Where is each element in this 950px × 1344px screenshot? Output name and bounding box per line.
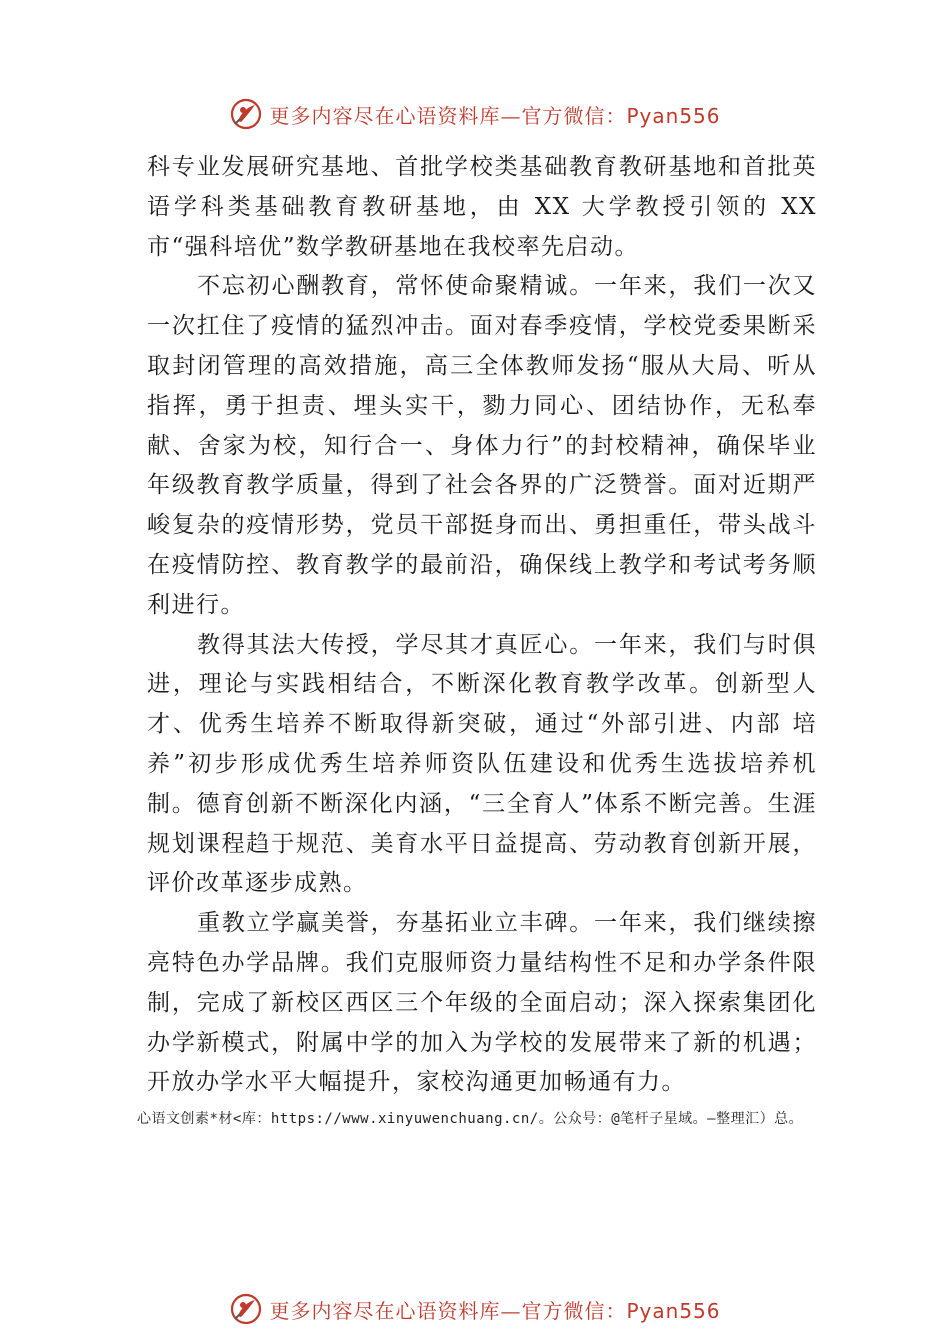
footer-brand-text: 更多内容尽在心语资料库 <box>269 1298 501 1323</box>
paragraph-4: 重教立学赢美誉，夯基拓业立丰碑。一年来，我们继续擦亮特色办学品牌。我们克服师资力量结构性不足和办学条件限制，完成了新校区西区三个年级的全面启动；深入探索集团化办学新模式，附属中学的加入为学校的发展带来了新的机遇；开放办学水平大幅提升，家校沟通更加畅通有力。 <box>147 910 817 1096</box>
paragraph-1: 科专业发展研究基地、首批学校类基础教育教研基地和首批英语学科类基础教育教研基地，由 XX 大学教授引领的 XX 市“强科培优”数学教研基地在我校率先启动。 <box>147 154 817 260</box>
page-footer <box>0 1289 950 1329</box>
header-separator: — <box>500 103 522 128</box>
header-brand <box>269 100 720 129</box>
header-brand-text: 更多内容尽在心语资料库 <box>269 103 501 128</box>
footer-wechat-label: 官方微信： <box>521 1298 627 1323</box>
footer-wechat-id: Pyan556 <box>626 1298 721 1323</box>
source-note: 心语文创素*材<库：https://www.xinyuwenchuang.cn/。公众号：@笔杆子星域。—整理汇）总。 <box>137 1111 804 1127</box>
document-body <box>147 148 817 1103</box>
header-wechat-label: 官方微信： <box>521 103 627 128</box>
paragraph-2: 不忘初心酬教育，常怀使命聚精诚。一年来，我们一次又一次扛住了疫情的猛烈冲击。面对春季疫情，学校党委果断采取封闭管理的高效措施，高三全体教师发扬“服从大局、听从指挥，勇于担责、埋头实干，勠力同心、团结协作，无私奉献、舍家为校，知行合一、身体力行”的封校精神，确保毕业年级教育教学质量，得到了社会各界的广泛赞誉。面对近期严峻复杂的疫情形势，党员干部挺身而出、勇担重任，带头战斗在疫情防控、教育教学的最前沿，确保线上教学和考试考务顺利进行。 <box>147 273 817 618</box>
brush-flower-logo-icon <box>229 1292 263 1326</box>
brush-flower-logo-icon <box>229 97 263 131</box>
footer-brand <box>269 1295 720 1324</box>
paragraph-3: 教得其法大传授，学尽其才真匠心。一年来，我们与时俱进，理论与实践相结合，不断深化教育教学改革。创新型人才、优秀生培养不断取得新突破，通过“外部引进、内部 培养”初步形成优秀生培养师资队伍建设和优秀生选拔培养机制。德育创新不断深化内涵，“三全育人”体系不断完善。生涯规划课程趋于规范、美育水平日益提高、劳动教育创新开展，评价改革逐步成熟。 <box>147 631 817 897</box>
page-header <box>0 94 950 134</box>
header-wechat-id: Pyan556 <box>626 103 721 128</box>
footer-separator: — <box>500 1298 522 1323</box>
